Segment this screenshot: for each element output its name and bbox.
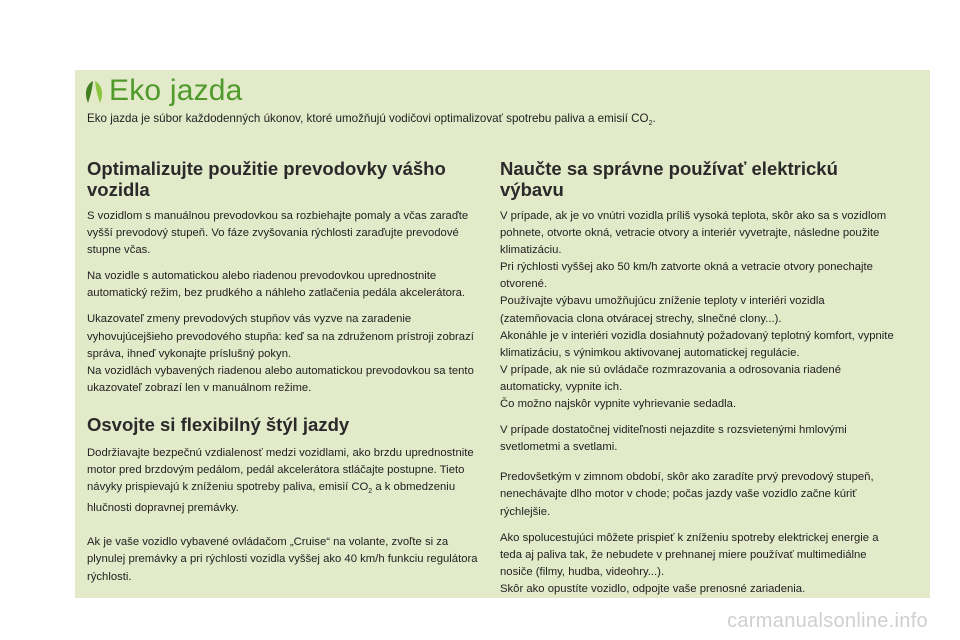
page-title: Eko jazda bbox=[109, 74, 243, 107]
intro-text: Eko jazda je súbor každodenných úkonov, ktoré umožňujú vodičovi optimalizovať spotrebu paliva a emisií $CO_2$. bbox=[87, 112, 656, 127]
paragraph: Predovšetkým v zimnom období, skôr ako zaradíte prvý prevodový stupeň, nenechávajte dlho motor v chode; počas jazdy vaše vozidlo začne kúriť rýchlejšie. bbox=[500, 471, 874, 518]
section-title-electrical: Naučte sa správne používať elektrickú výbavu bbox=[500, 158, 838, 200]
paragraph: V prípade, ak nie sú ovládače rozmrazovania a odrosovania riadené automaticky, vypnite ich. bbox=[500, 363, 841, 393]
paragraph: Čo možno najskôr vypnite vyhrievanie sedadla. bbox=[500, 398, 737, 411]
left-column bbox=[87, 158, 482, 586]
paragraph: Ak je vaše vozidlo vybavené ovládačom „Cruise“ na volante, zvoľte si za plynulej premávky a pri rýchlosti vozidla vyššej ako 40 km/h funkciu regulátora rýchlosti. bbox=[87, 536, 478, 583]
paragraph: Dodržiavajte bezpečnú vzdialenosť medzi vozidlami, ako brzdu uprednostnite motor pred brzdovým pedálom, pedál akcelerátora stláčajte postupne. Tieto návyky prispievajú k zníženiu spotreby paliva, emisií $CO_2$ a k obmedzeniu hlučnosti dopravnej premávky. bbox=[87, 446, 474, 515]
section-title-driving-style: Osvojte si flexibilný štýl jazdy bbox=[87, 413, 350, 435]
paragraph: Používajte výbavu umožňujúcu zníženie teploty v interiéri vozidla (zatemňovacia clona otváracej strechy, slnečné clony...). bbox=[500, 295, 825, 325]
paragraph: Akonáhle je v interiéri vozidla dosiahnutý požadovaný teplotný komfort, vypnite klimatizáciu, s výnimkou aktivovanej automatickej regulácie. bbox=[500, 329, 894, 359]
paragraph: Ukazovateľ zmeny prevodových stupňov vás vyzve na zaradenie vyhovujúcejšieho prevodového stupňa: keď sa na združenom prístroji zobrazí správa, ihneď vykonajte príslušný pokyn. bbox=[87, 313, 474, 360]
section-title-gearbox: Optimalizujte použitie prevodovky vášho vozidla bbox=[87, 158, 446, 200]
leaf-icon bbox=[83, 79, 105, 105]
paragraph: S vozidlom s manuálnou prevodovkou sa rozbiehajte pomaly a včas zaraďte vyšší prevodový stupeň. Vo fáze zvyšovania rýchlosti zaraďujte prevodové stupne včas. bbox=[87, 210, 469, 257]
right-column bbox=[500, 158, 895, 598]
paragraph: V prípade dostatočnej viditeľnosti nejazdite s rozsvietenými hmlovými svetlometmi a svetlami. bbox=[500, 424, 847, 454]
paragraph: Na vozidlách vybavených riadenou alebo automatickou prevodovkou sa tento ukazovateľ zobrazí len v manuálnom režime. bbox=[87, 364, 474, 394]
paragraph: Pri rýchlosti vyššej ako 50 km/h zatvorte okná a vetracie otvory ponechajte otvorené. bbox=[500, 261, 873, 291]
paragraph: Na vozidle s automatickou alebo riadenou prevodovkou uprednostnite automatický režim, bez prudkého a náhleho zatlačenia pedála akcelerátora. bbox=[87, 270, 466, 300]
paragraph: Ako spolucestujúci môžete prispieť k zníženiu spotreby elektrickej energie a teda aj paliva tak, že nebudete v prehnanej miere používať multimediálne nosiče (filmy, hudba, videohry...). bbox=[500, 531, 879, 578]
watermark: carmanualsonline.info bbox=[727, 610, 928, 632]
paragraph: V prípade, ak je vo vnútri vozidla príliš vysoká teplota, skôr ako sa s vozidlom pohnete, otvorte okná, vetracie otvory a interiér vyvetrajte, následne použite klimatizáciu. bbox=[500, 210, 887, 257]
paragraph: Skôr ako opustíte vozidlo, odpojte vaše prenosné zariadenia. bbox=[500, 582, 806, 595]
